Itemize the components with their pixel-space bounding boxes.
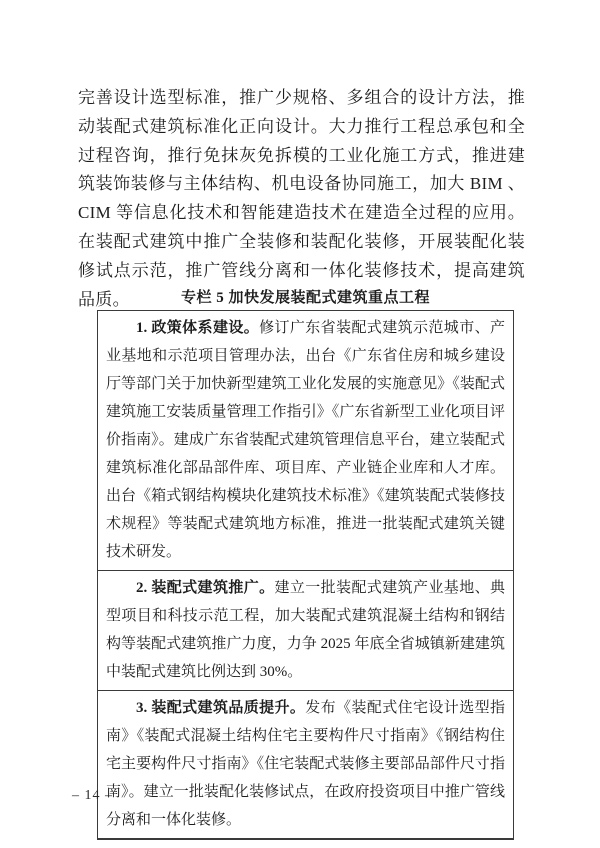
column-box <box>97 310 514 840</box>
box-section-policy <box>98 311 513 570</box>
page-number: – 14 – <box>72 788 113 803</box>
column-box-title: 专栏 5 加快发展装配式建筑重点工程 <box>180 290 430 306</box>
body-paragraph: 完善设计选型标准，推广少规格、多组合的设计方法，推动装配式建筑标准化正向设计。大力推行工程总承包和全过程咨询，推行免抹灰免拆模的工业化施工方式，推进建筑装饰装修与主体结构、机电设备协同施工，加大 BIM 、CIM 等信息化技术和智能建造技术在建造全过程的应用。在装配式建筑中推广全装修和装配化装修，开展装配化装修试点示范，推广管线分离和一体化装修技术，提高建筑品质。 <box>78 88 525 309</box>
section-lead: 1. 政策体系建设。 <box>136 320 260 336</box>
box-section-paragraph <box>106 574 505 686</box>
box-section-quality <box>98 690 513 838</box>
section-body: 修订广东省装配式建筑示范城市、产业基地和示范项目管理办法，出台《广东省住房和城乡建设厅等部门关于加快新型建筑工业化发展的实施意见》《装配式建筑施工安装质量管理工作指引》《广东省新型工业化项目评价指南》。建成广东省装配式建筑管理信息平台，建立装配式建筑标准化部品部件库、项目库、产业链企业库和人才库。出台《箱式钢结构模块化建筑技术标准》《建筑装配式装修技术规程》等装配式建筑地方标准，推进一批装配式建筑关键技术研发。 <box>106 320 505 560</box>
section-body: 发布《装配式住宅设计选型指南》《装配式混凝土结构住宅主要构件尺寸指南》《钢结构住宅主要构件尺寸指南》《住宅装配式装修主要部品部件尺寸指南》。建立一批装配化装修试点，在政府投资项目中推广管线分离和一体化装修。 <box>106 700 505 828</box>
box-section-promotion <box>98 570 513 690</box>
section-lead: 2. 装配式建筑推广。 <box>136 580 275 596</box>
section-body: 建立一批装配式建筑产业基地、典型项目和科技示范工程，加大装配式建筑混凝土结构和钢结构等装配式建筑推广力度，力争 2025 年底全省城镇新建建筑中装配式建筑比例达到 30%。 <box>106 580 505 680</box>
box-section-paragraph <box>106 314 505 566</box>
box-section-paragraph <box>106 694 505 834</box>
section-lead: 3. 装配式建筑品质提升。 <box>136 700 306 716</box>
